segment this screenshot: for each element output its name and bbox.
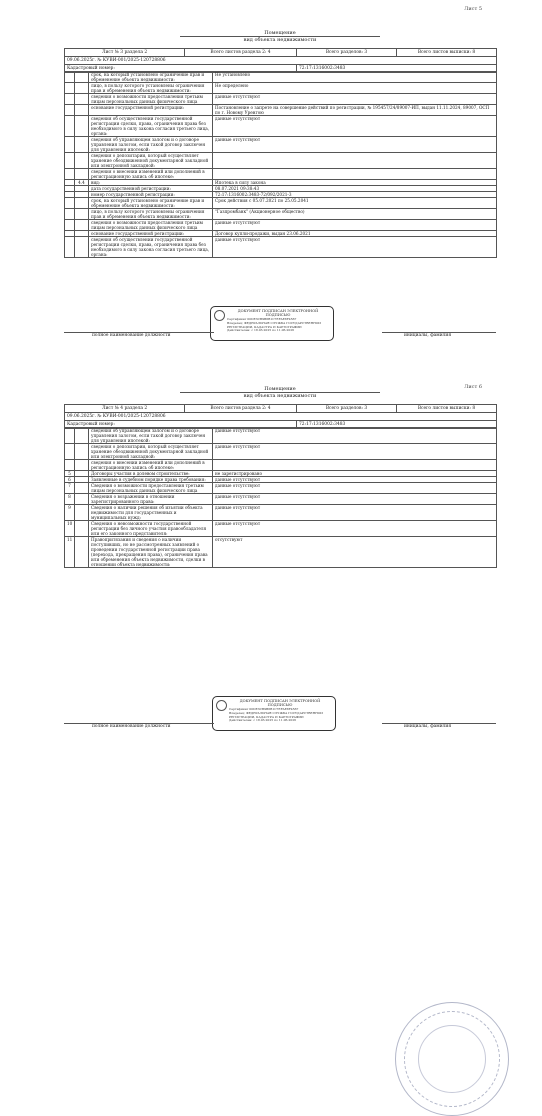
row-label: основание государственной регистрации:	[89, 105, 213, 116]
row-number: 7	[65, 483, 75, 494]
row-subnumber: 4.4	[75, 180, 89, 186]
row-value: Ипотека в силу закона	[213, 180, 497, 186]
row-number: 6	[65, 477, 75, 483]
table-row	[65, 494, 497, 505]
row-label: дата государственной регистрации:	[89, 186, 213, 192]
row-label: Договоры участия в долевом строительстве:	[89, 471, 213, 477]
position-caption: полное наименование должности	[92, 724, 171, 729]
total-sheets-section: Всего листов раздела 2: 4	[185, 49, 297, 57]
encumbrance-table	[64, 71, 497, 258]
row-value: 72:17:1316002:3483-72/092/2021-3	[213, 192, 497, 198]
signature-block	[64, 719, 496, 729]
row-subnumber	[75, 483, 89, 494]
row-subnumber	[75, 105, 89, 116]
stamp-line: Действителен: с 18.03.2025 по 11.06.2026	[227, 329, 295, 333]
row-value: отсутствуют	[213, 537, 497, 568]
sheet-label: Лист № 4 раздела 2	[65, 405, 185, 413]
row-value: данные отсутствуют	[213, 477, 497, 483]
cadastral-number-value: 72:17:1316002:3483	[297, 421, 497, 429]
row-value	[213, 153, 497, 169]
row-value: Не определено	[213, 83, 497, 94]
row-value: данные отсутствуют	[213, 483, 497, 494]
table-row	[65, 72, 497, 83]
cadastral-number-value: 72:17:1316002:3483	[297, 65, 497, 73]
object-type-header	[64, 30, 496, 43]
row-label: лицо, в пользу которого установлены ограничения прав и обременения объекта недвижимости:	[89, 83, 213, 94]
sheet-number: Лист 6	[464, 384, 482, 390]
table-row	[65, 428, 497, 444]
row-number	[65, 137, 75, 153]
row-value: Не установлено	[213, 72, 497, 83]
row-value: Договор купли-продажи, выдан 23.06.2021	[213, 231, 497, 237]
row-label: сведения о депозитарии, который осуществляет хранение обездвиженной документарной закладной или электронной закладной:	[89, 153, 213, 169]
object-type-caption: вид объекта недвижимости	[243, 37, 317, 43]
object-type-title: Помещение	[264, 386, 296, 392]
sheet-label: Лист № 3 раздела 2	[65, 49, 185, 57]
row-number	[65, 444, 75, 460]
table-row	[65, 116, 497, 137]
stamp-line: Действителен: с 18.03.2025 по 11.06.2026	[229, 719, 297, 723]
row-value: 08.07.2021 09:38:43	[213, 186, 497, 192]
table-row	[65, 460, 497, 471]
initials-caption: инициалы, фамилия	[404, 333, 452, 338]
row-value: данные отсутствуют	[213, 428, 497, 444]
stamp-line: РЕГИСТРАЦИИ, КАДАСТРА И КАРТОГРАФИИ	[227, 325, 302, 329]
official-seal-icon	[395, 1002, 509, 1116]
row-value: данные отсутствуют	[213, 137, 497, 153]
row-value: данные отсутствуют	[213, 94, 497, 105]
extract-sheet-6	[0, 384, 542, 767]
stamp-title: ДОКУМЕНТ ПОДПИСАН ЭЛЕКТРОННОЙ ПОДПИСЬЮ	[239, 699, 321, 708]
row-value: данные отсутствуют	[213, 220, 497, 231]
row-label: срок, на который установлено ограничение прав и обременение объекта недвижимости:	[89, 72, 213, 83]
row-label: сведения о возможности предоставления третьим лицам персональных данных физического лица	[89, 94, 213, 105]
row-label: сведения о внесении изменений или дополнений в регистрационную запись об ипотеке:	[89, 169, 213, 180]
row-number	[65, 169, 75, 180]
extract-date-ref: 09.06.2025г. № КУВИ-001/2025-120728806	[65, 413, 497, 421]
row-subnumber	[75, 137, 89, 153]
row-label: вид:	[89, 180, 213, 186]
table-row	[65, 521, 497, 537]
row-subnumber	[75, 237, 89, 258]
row-number: 5	[65, 471, 75, 477]
emblem-icon	[216, 700, 227, 711]
row-number	[65, 209, 75, 220]
row-value: данные отсутствуют	[213, 521, 497, 537]
row-label: Заявленные в судебном порядке права требования:	[89, 477, 213, 483]
table-row	[65, 220, 497, 231]
row-number	[65, 105, 75, 116]
row-label: сведения о внесении изменений или дополнений в регистрационную запись об ипотеке:	[89, 460, 213, 471]
table-row	[65, 209, 497, 220]
stamp-line: РЕГИСТРАЦИИ, КАДАСТРА И КАРТОГРАФИИ	[229, 715, 304, 719]
row-subnumber	[75, 428, 89, 444]
stamp-title: ДОКУМЕНТ ПОДПИСАН ЭЛЕКТРОННОЙ ПОДПИСЬЮ	[237, 309, 319, 318]
row-subnumber	[75, 505, 89, 521]
row-number	[65, 94, 75, 105]
table-row	[65, 505, 497, 521]
table-row	[65, 169, 497, 180]
total-sheets-section: Всего листов раздела 2: 4	[185, 405, 297, 413]
row-number: 9	[65, 505, 75, 521]
row-value: данные отсутствуют	[213, 494, 497, 505]
row-number	[65, 237, 75, 258]
row-number	[65, 83, 75, 94]
row-value: данные отсутствуют	[213, 237, 497, 258]
row-label: Сведения о невозможности государственной регистрации без личного участия правообладателя или его законного представителя:	[89, 521, 213, 537]
sheet-number: Лист 5	[464, 6, 482, 12]
row-subnumber	[75, 209, 89, 220]
row-number	[65, 460, 75, 471]
row-subnumber	[75, 198, 89, 209]
encumbrance-table	[64, 427, 497, 568]
row-label: Сведения о возможности предоставления третьим лицам персональных данных физического лица	[89, 483, 213, 494]
row-subnumber	[75, 537, 89, 568]
row-label: сведения об управляющем залогом и о договоре управления залогом, если такой договор заключен для управления ипотекой:	[89, 428, 213, 444]
row-value	[213, 460, 497, 471]
cadastral-number-label: Кадастровый номер:	[65, 421, 297, 429]
position-caption: полное наименование должности	[92, 333, 171, 338]
row-subnumber	[75, 521, 89, 537]
row-subnumber	[75, 72, 89, 83]
row-subnumber	[75, 83, 89, 94]
table-row	[65, 537, 497, 568]
row-label: лицо, в пользу которого установлены ограничения прав и обременения объекта недвижимости:	[89, 209, 213, 220]
row-label: сведения о возможности предоставления третьим лицам персональных данных физического лица	[89, 220, 213, 231]
row-label: сведения о депозитарии, который осуществляет хранение обездвиженной документарной закладной или электронной закладной:	[89, 444, 213, 460]
row-subnumber	[75, 169, 89, 180]
object-type-header	[64, 386, 496, 399]
total-sheets-extract: Всего листов выписки: 8	[397, 49, 497, 57]
table-row	[65, 237, 497, 258]
row-number	[65, 428, 75, 444]
row-label: сведения об осуществлении государственной регистрации сделки, права, ограничения права без необходимого в силу закона согласия третьего лица, органа:	[89, 237, 213, 258]
row-label: Сведения о возражении в отношении зарегистрированного права:	[89, 494, 213, 505]
row-label: номер государственной регистрации:	[89, 192, 213, 198]
row-subnumber	[75, 116, 89, 137]
table-row	[65, 137, 497, 153]
table-row	[65, 94, 497, 105]
row-number	[65, 116, 75, 137]
row-label: срок, на который установлено ограничение прав и обременение объекта недвижимости:	[89, 198, 213, 209]
row-number: 10	[65, 521, 75, 537]
row-subnumber	[75, 94, 89, 105]
stamp-line: Сертификат 00DE3CB9B6B1C7EFAE8F4567	[227, 318, 297, 321]
stamp-line: Владелец: ФЕДЕРАЛЬНАЯ СЛУЖБА ГОСУДАРСТВЕННОЙ	[227, 321, 321, 325]
table-row	[65, 483, 497, 494]
row-label: сведения об осуществлении государственной регистрации сделки, права, ограничения права без необходимого в силу закона согласия третьего лица, органа:	[89, 116, 213, 137]
row-number	[65, 198, 75, 209]
row-number	[65, 153, 75, 169]
row-subnumber	[75, 444, 89, 460]
sheet-info-table	[64, 48, 497, 73]
total-sheets-extract: Всего листов выписки: 8	[397, 405, 497, 413]
total-sections: Всего разделов: 3	[297, 49, 397, 57]
row-number	[65, 72, 75, 83]
row-subnumber	[75, 494, 89, 505]
cadastral-number-label: Кадастровый номер:	[65, 65, 297, 73]
table-row	[65, 153, 497, 169]
row-label: Сведения о наличии решения об изъятии объекта недвижимости для государственных и муниципальных нужд:	[89, 505, 213, 521]
row-subnumber	[75, 153, 89, 169]
row-label: основание государственной регистрации:	[89, 231, 213, 237]
row-value: Срок действия с 05.07.2021 по 25.05.2041	[213, 198, 497, 209]
table-row	[65, 444, 497, 460]
emblem-icon	[214, 310, 225, 321]
row-subnumber	[75, 220, 89, 231]
sheet-info-table	[64, 404, 497, 429]
row-label: Правопритязания и сведения о наличии поступивших, но не рассмотренных заявлений о проведении государственной регистрации права (перехода, прекращения права), ограничения права или обременения объекта недвижимости, сделки в отношении объекта недвижимости:	[89, 537, 213, 568]
row-number: 8	[65, 494, 75, 505]
row-value: данные отсутствуют	[213, 505, 497, 521]
total-sections: Всего разделов: 3	[297, 405, 397, 413]
row-subnumber	[75, 460, 89, 471]
row-value: "Газпромбанк" (Акционерное общество)	[213, 209, 497, 220]
row-value: данные отсутствуют	[213, 116, 497, 137]
table-row	[65, 105, 497, 116]
row-value	[213, 169, 497, 180]
extract-sheet-5	[0, 0, 542, 384]
row-number: 11	[65, 537, 75, 568]
row-value: не зарегистрировано	[213, 471, 497, 477]
row-value: Постановление о запрете на совершение действий по регистрации, № 195457/24/89007-ИП, выдан 11.11.2024, 89007, ОСП по г. Новому Уренгою	[213, 105, 497, 116]
row-label: сведения об управляющем залогом и о договоре управления залогом, если такой договор заключен для управления ипотекой:	[89, 137, 213, 153]
table-row	[65, 198, 497, 209]
extract-date-ref: 09.06.2025г. № КУВИ-001/2025-120728806	[65, 57, 497, 65]
object-type-caption: вид объекта недвижимости	[243, 393, 317, 399]
object-type-title: Помещение	[264, 30, 296, 36]
stamp-line: Владелец: ФЕДЕРАЛЬНАЯ СЛУЖБА ГОСУДАРСТВЕННОЙ	[229, 711, 323, 715]
row-value: данные отсутствуют	[213, 444, 497, 460]
row-number	[65, 220, 75, 231]
initials-caption: инициалы, фамилия	[404, 724, 452, 729]
table-row	[65, 83, 497, 94]
stamp-line: Сертификат 00DE3CB9B6B1C7EFAE8F4567	[229, 708, 299, 711]
